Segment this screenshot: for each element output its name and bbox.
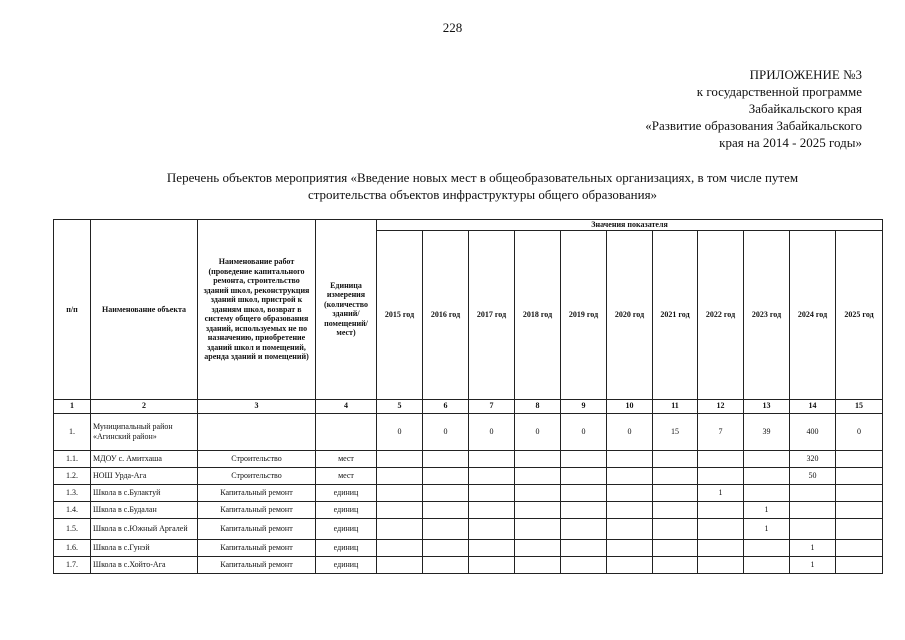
header-year: 2016 год <box>423 230 469 399</box>
row-unit: единиц <box>316 539 377 556</box>
row-object-name: Муниципальный район «Агинский район» <box>91 413 198 450</box>
row-value <box>790 518 836 539</box>
header-year: 2022 год <box>698 230 744 399</box>
row-value <box>698 467 744 484</box>
row-value <box>653 539 698 556</box>
column-number: 12 <box>698 399 744 413</box>
row-value <box>698 556 744 573</box>
header-work-name: Наименование работ (проведение капитального ремонта, строительство зданий школ, реконструкция зданий школ, пристрой к зданиям школ, возврат в систему общего образования зданий, используемых не по назначению, приобретение зданий школ и помещений, аренда зданий и помещений) <box>198 220 316 400</box>
row-value <box>423 484 469 501</box>
row-work: Строительство <box>198 467 316 484</box>
row-value <box>377 518 423 539</box>
header-year: 2017 год <box>469 230 515 399</box>
header-year: 2023 год <box>744 230 790 399</box>
row-unit: мест <box>316 450 377 467</box>
row-value <box>607 556 653 573</box>
row-value <box>836 501 883 518</box>
row-num: 1.4. <box>54 501 91 518</box>
row-value <box>469 518 515 539</box>
row-work <box>198 413 316 450</box>
objects-table <box>53 219 883 574</box>
row-value <box>744 556 790 573</box>
row-value <box>836 484 883 501</box>
header-num: п/п <box>54 220 91 400</box>
table-row <box>54 518 883 539</box>
row-value: 0 <box>469 413 515 450</box>
table-row <box>54 450 883 467</box>
document-title-line: строительства объектов инфраструктуры общего образования» <box>307 187 658 202</box>
row-value <box>790 484 836 501</box>
row-value <box>423 501 469 518</box>
row-value: 320 <box>790 450 836 467</box>
row-value <box>744 484 790 501</box>
appendix-heading <box>645 66 862 151</box>
row-num: 1.7. <box>54 556 91 573</box>
appendix-line: Забайкальского края <box>748 101 862 116</box>
row-object-name: Школа в с.Гунэй <box>91 539 198 556</box>
column-number: 7 <box>469 399 515 413</box>
row-value <box>836 539 883 556</box>
row-value <box>561 501 607 518</box>
row-value <box>561 556 607 573</box>
row-value <box>698 450 744 467</box>
row-value <box>515 518 561 539</box>
header-year: 2018 год <box>515 230 561 399</box>
row-object-name: Школа в с.Южный Аргалей <box>91 518 198 539</box>
row-value: 0 <box>515 413 561 450</box>
row-value <box>836 467 883 484</box>
row-num: 1.1. <box>54 450 91 467</box>
row-value: 1 <box>698 484 744 501</box>
row-work: Капитальный ремонт <box>198 501 316 518</box>
row-value <box>561 518 607 539</box>
column-number: 9 <box>561 399 607 413</box>
row-value <box>515 556 561 573</box>
column-number: 2 <box>91 399 198 413</box>
row-value: 1 <box>790 556 836 573</box>
row-work: Капитальный ремонт <box>198 556 316 573</box>
row-value <box>377 450 423 467</box>
document-title <box>60 169 905 203</box>
row-value <box>653 484 698 501</box>
appendix-line: к государственной программе <box>696 84 862 99</box>
row-value: 1 <box>744 518 790 539</box>
column-number: 6 <box>423 399 469 413</box>
row-value <box>515 467 561 484</box>
appendix-line: края на 2014 - 2025 годы» <box>719 135 862 150</box>
page-number: 228 <box>442 20 463 35</box>
row-value <box>836 518 883 539</box>
appendix-line: «Развитие образования Забайкальского <box>645 118 862 133</box>
row-value <box>561 484 607 501</box>
row-object-name: Школа в с.Булактуй <box>91 484 198 501</box>
row-value <box>698 539 744 556</box>
row-value <box>607 467 653 484</box>
row-value <box>469 556 515 573</box>
column-number: 1 <box>54 399 91 413</box>
column-number: 14 <box>790 399 836 413</box>
row-work: Строительство <box>198 450 316 467</box>
column-number: 13 <box>744 399 790 413</box>
row-value <box>607 484 653 501</box>
appendix-line: ПРИЛОЖЕНИЕ №3 <box>749 67 862 82</box>
row-num: 1.2. <box>54 467 91 484</box>
row-unit: единиц <box>316 518 377 539</box>
row-num: 1.5. <box>54 518 91 539</box>
row-value <box>469 450 515 467</box>
row-value: 0 <box>377 413 423 450</box>
row-value <box>836 450 883 467</box>
column-number: 5 <box>377 399 423 413</box>
row-value: 1 <box>790 539 836 556</box>
row-value <box>561 467 607 484</box>
row-value <box>423 556 469 573</box>
row-value <box>469 539 515 556</box>
column-number: 10 <box>607 399 653 413</box>
row-value: 50 <box>790 467 836 484</box>
row-value: 15 <box>653 413 698 450</box>
row-unit: единиц <box>316 501 377 518</box>
row-value <box>653 450 698 467</box>
column-number: 11 <box>653 399 698 413</box>
row-unit <box>316 413 377 450</box>
row-unit: единиц <box>316 484 377 501</box>
row-object-name: МДОУ с. Амитхаша <box>91 450 198 467</box>
row-value <box>607 539 653 556</box>
row-value <box>744 450 790 467</box>
row-num: 1. <box>54 413 91 450</box>
row-value: 7 <box>698 413 744 450</box>
row-value: 39 <box>744 413 790 450</box>
row-value <box>423 518 469 539</box>
row-value <box>377 484 423 501</box>
row-value <box>515 484 561 501</box>
row-work: Капитальный ремонт <box>198 539 316 556</box>
row-num: 1.6. <box>54 539 91 556</box>
column-number: 8 <box>515 399 561 413</box>
row-value <box>744 539 790 556</box>
table-row <box>54 539 883 556</box>
row-value <box>744 467 790 484</box>
row-value <box>653 467 698 484</box>
column-number: 4 <box>316 399 377 413</box>
row-value <box>423 539 469 556</box>
header-unit: Единица измерения (количество зданий/помещений/мест) <box>316 220 377 400</box>
row-value <box>653 501 698 518</box>
row-value <box>515 501 561 518</box>
row-value <box>653 556 698 573</box>
row-value <box>469 484 515 501</box>
table-row <box>54 556 883 573</box>
header-year: 2015 год <box>377 230 423 399</box>
header-year: 2019 год <box>561 230 607 399</box>
row-value <box>377 556 423 573</box>
row-value: 400 <box>790 413 836 450</box>
row-value <box>469 467 515 484</box>
row-value: 0 <box>561 413 607 450</box>
header-year: 2024 год <box>790 230 836 399</box>
row-unit: мест <box>316 467 377 484</box>
row-value <box>469 501 515 518</box>
row-value <box>377 467 423 484</box>
document-title-line: Перечень объектов мероприятия «Введение новых мест в общеобразовательных организациях, в том числе путем <box>166 170 799 185</box>
row-value <box>607 518 653 539</box>
row-value <box>515 450 561 467</box>
table-row <box>54 484 883 501</box>
row-value <box>423 467 469 484</box>
row-value <box>377 501 423 518</box>
row-unit: единиц <box>316 556 377 573</box>
row-value <box>377 539 423 556</box>
row-value <box>561 450 607 467</box>
row-object-name: Школа в с.Хойто-Ага <box>91 556 198 573</box>
header-year: 2020 год <box>607 230 653 399</box>
row-object-name: Школа в с.Будалан <box>91 501 198 518</box>
header-object-name: Наименование объекта <box>91 220 198 400</box>
row-value <box>607 501 653 518</box>
row-work: Капитальный ремонт <box>198 484 316 501</box>
row-value <box>653 518 698 539</box>
row-value: 0 <box>607 413 653 450</box>
table-row <box>54 413 883 450</box>
row-num: 1.3. <box>54 484 91 501</box>
column-number: 15 <box>836 399 883 413</box>
row-value <box>515 539 561 556</box>
table-row <box>54 501 883 518</box>
row-object-name: НОШ Урда-Ага <box>91 467 198 484</box>
column-number: 3 <box>198 399 316 413</box>
row-value: 0 <box>423 413 469 450</box>
table-row <box>54 467 883 484</box>
row-value: 1 <box>744 501 790 518</box>
row-value <box>698 501 744 518</box>
row-value <box>607 450 653 467</box>
row-value <box>423 450 469 467</box>
row-work: Капитальный ремонт <box>198 518 316 539</box>
row-value <box>836 556 883 573</box>
header-values-group: Значения показателя <box>377 220 883 231</box>
header-year: 2025 год <box>836 230 883 399</box>
header-year: 2021 год <box>653 230 698 399</box>
row-value: 0 <box>836 413 883 450</box>
row-value <box>698 518 744 539</box>
row-value <box>561 539 607 556</box>
row-value <box>790 501 836 518</box>
